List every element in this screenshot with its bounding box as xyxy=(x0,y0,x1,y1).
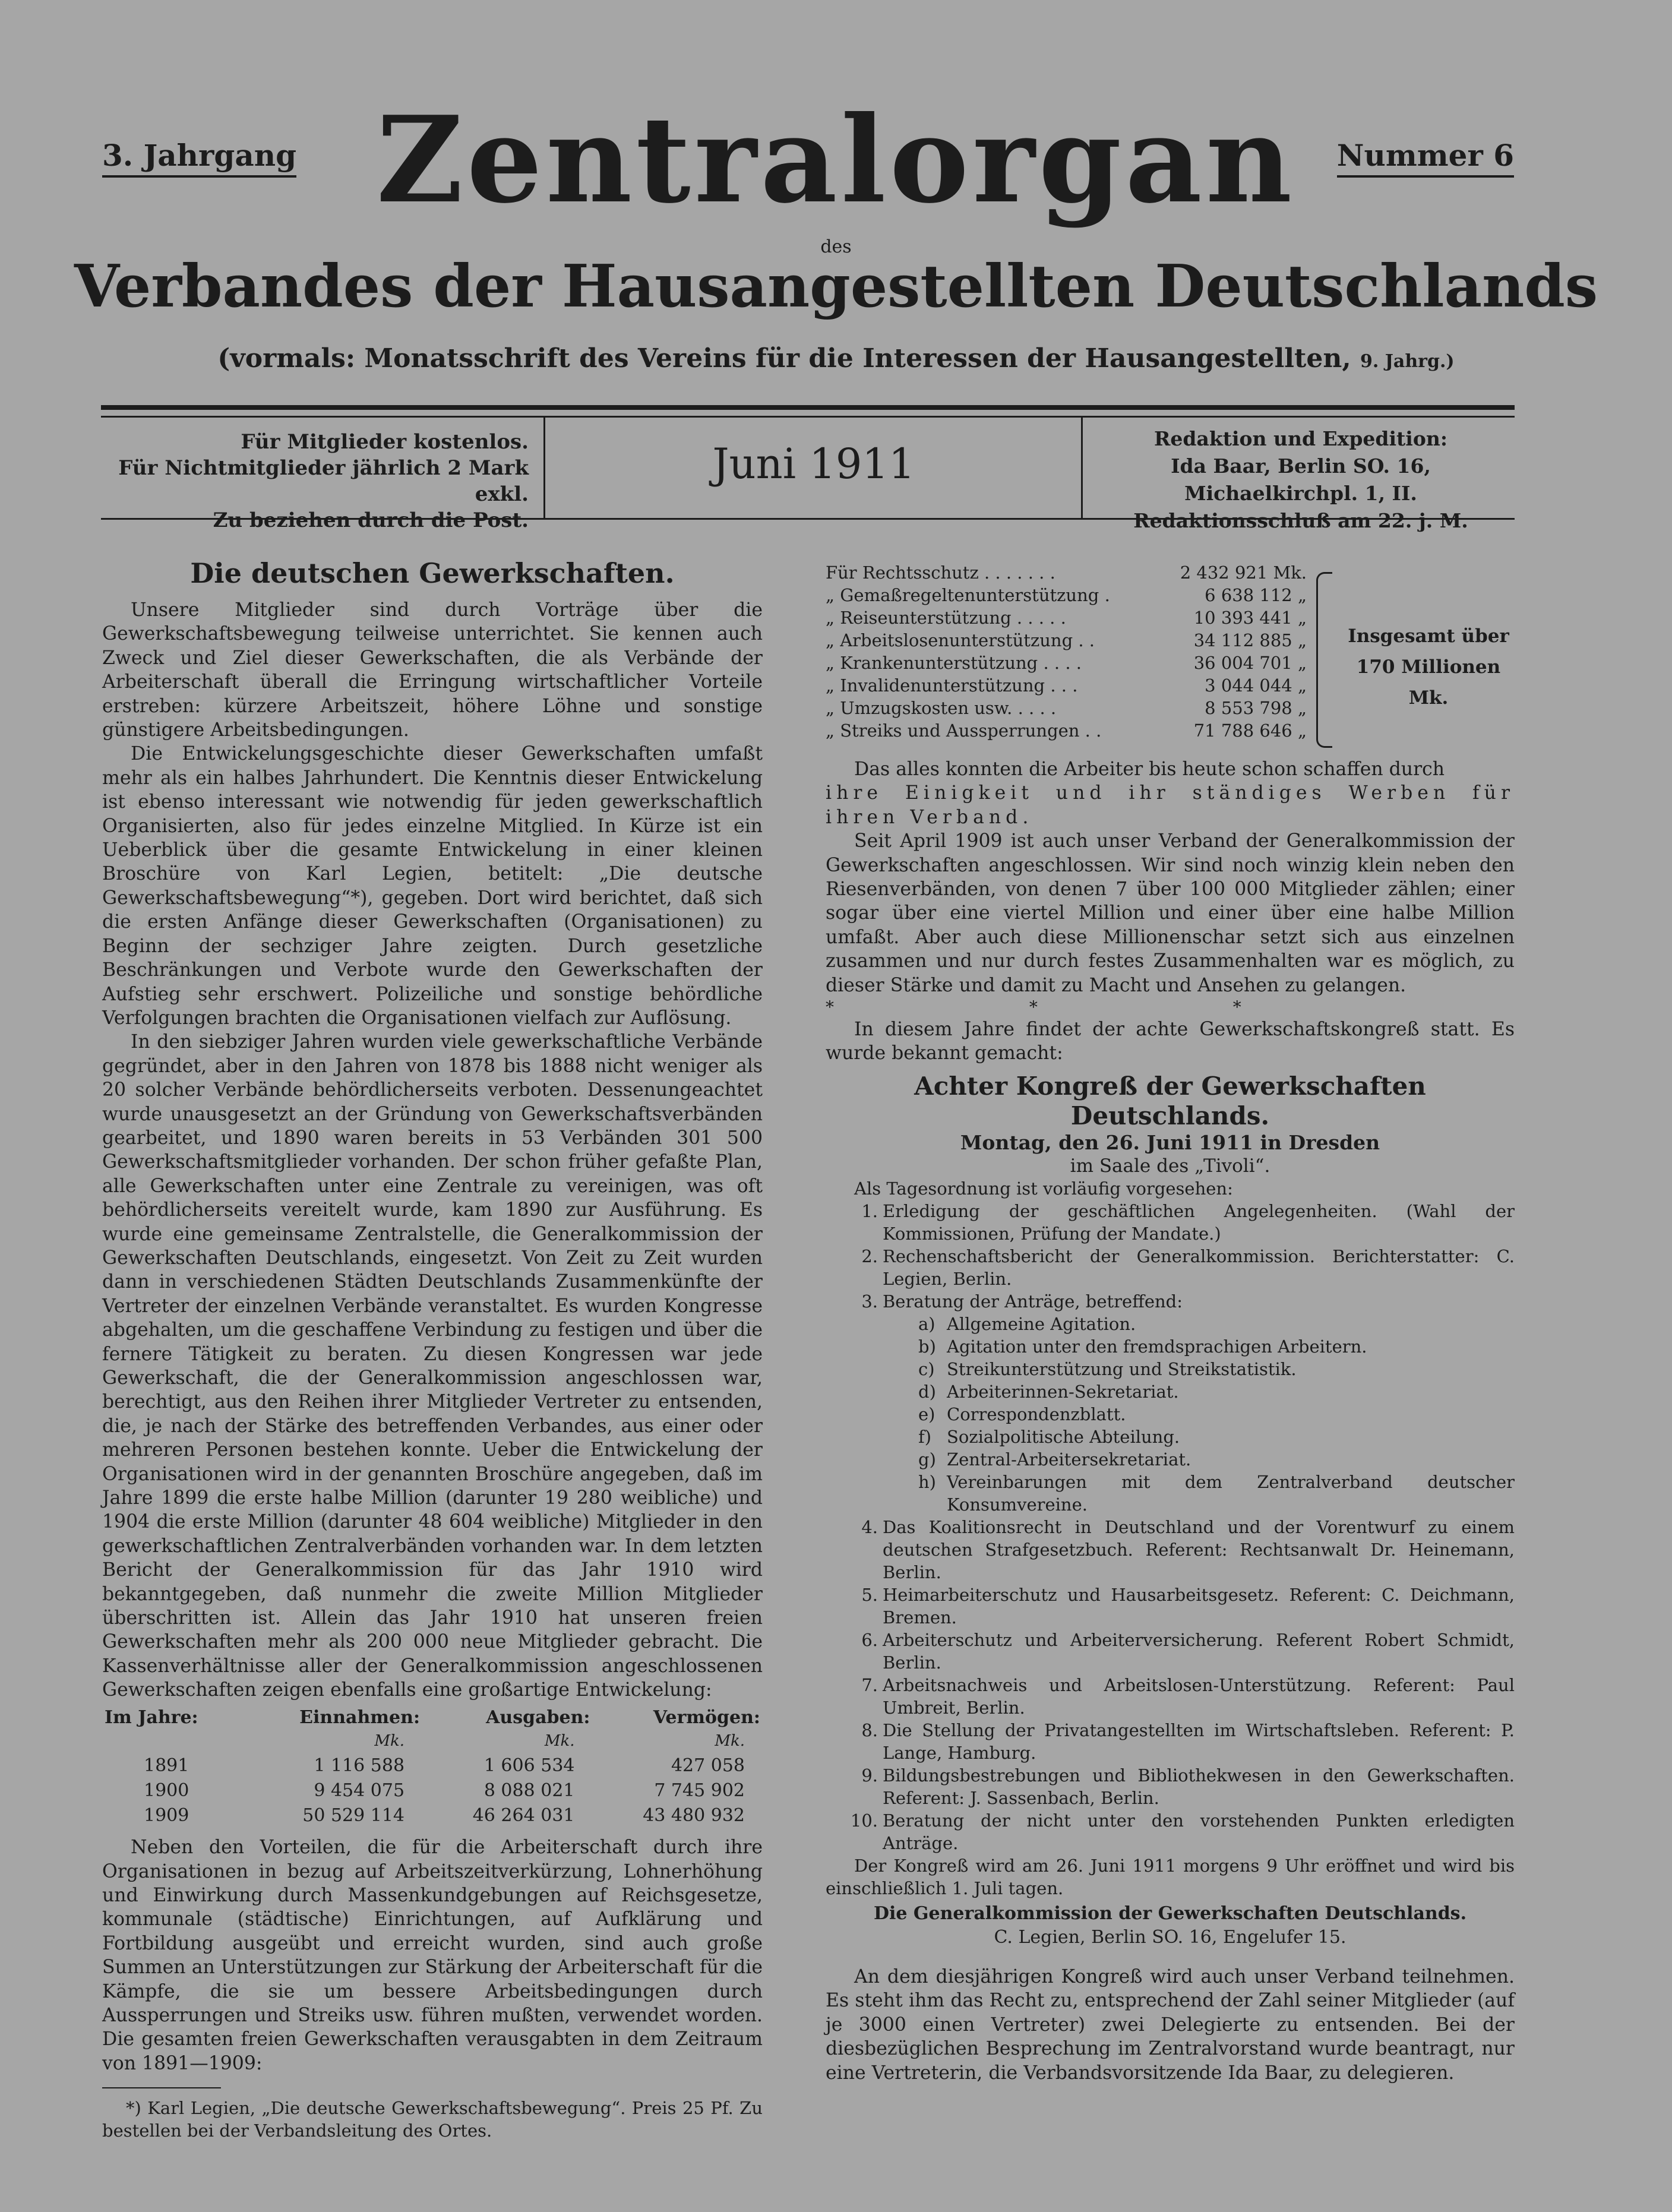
agenda-item xyxy=(826,1674,1515,1719)
agenda-text: Erledigung der geschäftlichen Angelegenheiten. (Wahl der Kommissionen, Prüfung der Mandate.) xyxy=(883,1200,1515,1244)
congress-date: Montag, den 26. Juni 1911 in Dresden xyxy=(960,1130,1380,1154)
table-cell: 1909 xyxy=(144,1805,189,1827)
newspaper-subtitle: Verbandes der Hausangestellten Deutschlands xyxy=(74,252,1598,321)
benefit-label: „ Invalidenunterstützung . . . xyxy=(826,675,1078,696)
agenda-text: Bildungsbestrebungen und Bibliothekwesen in den Gewerkschaften. Referent: J. Sassenbach, Berlin. xyxy=(883,1765,1515,1808)
benefit-value: 6 638 112 „ xyxy=(1205,585,1307,605)
agenda-text: Rechenschaftsbericht der Generalkommission. Berichterstatter: C. Legien, Berlin. xyxy=(883,1246,1515,1289)
agenda-number: 4. xyxy=(861,1516,878,1537)
benefit-value: 8 553 798 „ xyxy=(1205,698,1307,718)
signature-organization: Die Generalkommission der Gewerkschaften Deutschlands. xyxy=(873,1903,1467,1924)
table-cell: 1 116 588 xyxy=(314,1755,405,1777)
agenda-item xyxy=(826,1290,1515,1516)
finance-table-header xyxy=(102,1702,763,1730)
footnote-rule xyxy=(102,2087,221,2088)
agenda-number: 8. xyxy=(861,1720,878,1740)
unit-label: Mk. xyxy=(715,1732,745,1750)
article-paragraph: Neben den Vorteilen, die für die Arbeiterschaft durch ihre Organisationen in bezug auf Arbeitszeitverkürzung, Lohnerhöhung und Einwirkung durch Massenkundgebungen auf Reichsgesetze, kommunale (städtische) Einrichtungen, auf Aufklärung und Fortbildung ausgeübt und erreicht wurden, sind auch große Summen an Unterstützungen zur Stärkung der Arbeiterschaft für die Kämpfe, die sie um bessere Arbeitsbedingungen durch Aussperrungen und Streiks usw. führen mußten, verwendet worden. Die gesamten freien Gewerkschaften verausgabten in dem Zeitraum von 1891—1909: xyxy=(102,1837,763,2074)
curly-brace xyxy=(1316,572,1332,748)
unit-label: Mk. xyxy=(544,1732,575,1750)
agenda-number: 1. xyxy=(861,1200,878,1221)
agenda-item xyxy=(826,1584,1515,1629)
table-cell: 43 480 932 xyxy=(643,1805,745,1827)
benefit-value: 10 393 441 „ xyxy=(1193,608,1307,628)
subitem-letter: e) xyxy=(918,1404,935,1424)
subitem-letter: f) xyxy=(918,1426,932,1447)
benefit-value: 34 112 885 „ xyxy=(1193,630,1307,650)
editorial-line: Redaktion und Expedition: xyxy=(1153,427,1448,450)
article-title: Die deutschen Gewerkschaften. xyxy=(190,557,675,589)
table-cell: 9 454 075 xyxy=(314,1780,405,1802)
title-connector: des xyxy=(820,236,852,257)
agenda-number: 7. xyxy=(861,1674,878,1695)
masthead-rule-thin xyxy=(101,416,1515,418)
subitem-letter: g) xyxy=(918,1449,936,1470)
footnote-text: *) Karl Legien, „Die deutsche Gewerkschaftsbewegung“. Preis 25 Pf. Zu bestellen bei der Verbandsleitung des Ortes. xyxy=(102,2098,763,2141)
table-cell: 7 745 902 xyxy=(654,1780,745,1802)
info-separator-right xyxy=(1081,418,1083,519)
unit-row xyxy=(102,1730,763,1753)
agenda-subitem xyxy=(918,1448,1515,1471)
agenda-item xyxy=(826,1809,1515,1854)
issue-date: Juni 1911 xyxy=(712,440,915,488)
subitem-text: Arbeiterinnen-Sekretariat. xyxy=(947,1381,1179,1402)
benefit-value: 3 044 044 „ xyxy=(1205,675,1307,696)
subitem-letter: a) xyxy=(918,1313,935,1334)
agenda-item xyxy=(826,1516,1515,1584)
former-title-year: 9. Jahrg.) xyxy=(1360,351,1455,372)
agenda-subitem xyxy=(918,1403,1515,1426)
subitem-text: Agitation unter den fremdsprachigen Arbeitern. xyxy=(947,1336,1367,1357)
unit-label: Mk. xyxy=(374,1732,405,1750)
right-paragraph: Seit April 1909 ist auch unser Verband der Generalkommission der Gewerkschaften angeschlossen. Wir sind noch winzig klein neben den Riesenverbänden, von denen 7 über 100 000 Mitglieder zählen; einer sogar über eine viertel Million und einer über eine halbe Million umfaßt. Aber auch diese Millionenschar setzt sich aus einzelnen zusammen und nur durch festes Zusammenhalten war es möglich, zu dieser Stärke und damit zu Macht und Ansehen zu gelangen. xyxy=(826,830,1515,996)
agenda-number: 10. xyxy=(850,1810,878,1831)
agenda-number: 6. xyxy=(861,1629,878,1650)
agenda-text: Heimarbeiterschutz und Hausarbeitsgesetz. Referent: C. Deichmann, Bremen. xyxy=(883,1584,1515,1628)
agenda-subitem xyxy=(918,1426,1515,1448)
agenda-subitem xyxy=(918,1380,1515,1403)
benefit-label: „ Streiks und Aussperrungen . . xyxy=(826,721,1102,741)
column-header: Im Jahre: xyxy=(105,1707,198,1728)
congress-title: Achter Kongreß der Gewerkschaften Deutschlands. xyxy=(914,1071,1426,1130)
benefit-value: 36 004 701 „ xyxy=(1193,653,1307,673)
agenda-text: Arbeiterschutz und Arbeiterversicherung. Referent Robert Schmidt, Berlin. xyxy=(883,1629,1515,1673)
benefit-label: Für Rechtsschutz . . . . . . . xyxy=(826,563,1055,583)
agenda-subitem xyxy=(918,1471,1515,1516)
subitem-text: Streikunterstützung und Streikstatistik. xyxy=(947,1358,1297,1379)
agenda-number: 9. xyxy=(861,1765,878,1786)
agenda-subitem xyxy=(918,1358,1515,1380)
article-paragraph: In den siebziger Jahren wurden viele gewerkschaftliche Verbände gegründet, aber in den Jahren von 1878 bis 1888 nicht weniger als 20 solcher Verbände behördlicherseits verboten. Dessenungeachtet wurde unausgesetzt an der Gründung von Gewerkschaftsverbänden gearbeitet, und 1890 waren bereits in 53 Verbänden 301 500 Gewerkschaftsmitglieder vorhanden. Der schon früher gefaßte Plan, alle Gewerkschaften unter eine Zentrale zu vereinigen, was oft behördlicherseits vereitelt wurde, kam 1890 zur Ausführung. Es wurde eine gemeinsame Zentralstelle, die Generalkommission der Gewerkschaften Deutschlands, eingesetzt. Von Zeit zu Zeit wurden dann in verschiedenen Städten Deutschlands Zusammenkünfte der Vertreter der einzelnen Verbände veranstaltet. Es wurden Kongresse abgehalten, um die geschaffene Verbindung zu festigen und über die fernere Tätigkeit zu beraten. Zu diesen Kongressen war jede Gewerkschaft, die der Generalkommission angeschlossen war, berechtigt, aus den Reihen ihrer Mitglieder Vertreter zu entsenden, die, je nach der Stärke des betreffenden Verbandes, aus einer oder mehreren Personen bestehen konnte. Ueber die Entwickelung der Organisationen wird in der genannten Broschüre angegeben, daß im Jahre 1899 die erste halbe Million (darunter 19 280 weibliche) und 1904 die erste Million (darunter 48 604 weibliche) Mitglieder in den gewerkschaftlichen Zentralverbänden vorhanden war. In dem letzten Bericht der Generalkommission für das Jahr 1910 wird bekanntgegeben, daß nunmehr die zweite Million Mitglieder überschritten ist. Allein das Jahr 1910 hat unseren freien Gewerkschaften mehr als 200 000 neue Mitglieder gebracht. Die Kassenverhältnisse aller der Generalkommission angeschlossenen Gewerkschaften zeigen ebenfalls eine großartige Entwickelung: xyxy=(102,1031,763,1701)
agenda-text: Arbeitsnachweis und Arbeitslosen-Unterstützung. Referent: Paul Umbreit, Berlin. xyxy=(883,1674,1515,1718)
subscription-info xyxy=(101,429,529,533)
benefit-value: 2 432 921 Mk. xyxy=(1180,563,1307,583)
right-paragraph: Das alles konnten die Arbeiter bis heute schon schaffen durch xyxy=(854,759,1445,780)
editorial-line: Redaktionsschluß am 22. j. M. xyxy=(1133,509,1468,532)
table-cell: 1 606 534 xyxy=(483,1755,575,1777)
editorial-line: Ida Baar, Berlin SO. 16, Michaelkirchpl. 1, II. xyxy=(1171,454,1431,505)
subitem-letter: b) xyxy=(918,1336,936,1357)
agenda-text: Die Stellung der Privatangestellten im Wirtschaftsleben. Referent: P. Lange, Hamburg. xyxy=(883,1720,1515,1763)
benefits-list xyxy=(826,561,1515,757)
table-cell: 50 529 114 xyxy=(302,1805,405,1827)
table-cell: 1900 xyxy=(144,1780,189,1802)
editorial-info xyxy=(1087,425,1515,535)
right-column xyxy=(826,561,1515,2085)
subitem-text: Zentral-Arbeitersekretariat. xyxy=(947,1449,1191,1470)
footnote xyxy=(102,2097,763,2142)
benefit-label: „ Umzugskosten usw. . . . . xyxy=(826,698,1057,718)
right-paragraph: In diesem Jahre findet der achte Gewerkschaftskongreß statt. Es wurde bekannt gemacht: xyxy=(826,1019,1515,1064)
agenda-item xyxy=(826,1200,1515,1245)
agenda-item xyxy=(826,1629,1515,1674)
benefit-label: „ Reiseunterstützung . . . . . xyxy=(826,608,1066,628)
volume-label: 3. Jahrgang xyxy=(102,138,296,178)
former-title-text: (vormals: Monatsschrift des Vereins für die Interessen der Hausangestellten, xyxy=(217,343,1351,374)
subitem-text: Vereinbarungen mit dem Zentralverband deutscher Konsumvereine. xyxy=(947,1471,1515,1515)
subitem-letter: h) xyxy=(918,1471,936,1492)
benefits-total xyxy=(1342,621,1515,713)
agenda-intro: Als Tagesordnung ist vorläufig vorgesehen: xyxy=(854,1178,1233,1199)
masthead-rule-thick xyxy=(101,405,1515,410)
agenda-number: 5. xyxy=(861,1584,878,1605)
subitem-text: Correspondenzblatt. xyxy=(947,1404,1126,1424)
signature-address: C. Legien, Berlin SO. 16, Engelufer 15. xyxy=(994,1926,1347,1948)
subitem-text: Sozialpolitische Abteilung. xyxy=(947,1426,1180,1447)
congress-closing: Der Kongreß wird am 26. Juni 1911 morgens 9 Uhr eröffnet und wird bis einschließlich 1. Juli tagen. xyxy=(826,1855,1515,1898)
agenda-text: Das Koalitionsrecht in Deutschland und der Vorentwurf zu einem deutschen Strafgesetzbuch. Referent: Rechtsanwalt Dr. Heinemann, Berlin. xyxy=(883,1516,1515,1582)
subscription-line: Zu beziehen durch die Post. xyxy=(213,508,529,532)
agenda-list xyxy=(826,1200,1515,1854)
right-paragraph-spaced: ihre Einigkeit und ihr ständiges Werben für ihren Verband. xyxy=(826,782,1515,828)
agenda-item xyxy=(826,1245,1515,1290)
table-cell: 8 088 021 xyxy=(483,1780,575,1802)
agenda-subitem xyxy=(918,1313,1515,1335)
table-row xyxy=(102,1778,763,1803)
issue-number: Nummer 6 xyxy=(1337,138,1514,178)
agenda-item xyxy=(826,1764,1515,1809)
column-header: Ausgaben: xyxy=(486,1707,590,1728)
benefit-label: „ Gemaßregeltenunterstützung . xyxy=(826,585,1110,605)
column-header: Vermögen: xyxy=(653,1707,760,1728)
agenda-text: Beratung der nicht unter den vorstehenden Punkten erledigten Anträge. xyxy=(883,1810,1515,1853)
right-paragraph: An dem diesjährigen Kongreß wird auch unser Verband teilnehmen. Es steht ihm das Recht zu, entsprechend der Zahl seiner Mitglieder (auf je 3000 einen Vertreter) zwei Delegierte zu entsenden. Bei der diesbezüglichen Besprechung im Zentralvorstand wurde beantragt, nur eine Vertreterin, die Verbandsvorsitzende Ida Baar, zu delegieren. xyxy=(826,1965,1515,2084)
finance-table xyxy=(102,1702,763,1828)
agenda-subitem xyxy=(918,1335,1515,1358)
agenda-number: 3. xyxy=(861,1291,878,1312)
former-title-line xyxy=(0,343,1672,374)
total-line: 170 Millionen Mk. xyxy=(1356,656,1501,709)
congress-place: im Saale des „Tivoli“. xyxy=(1070,1155,1270,1177)
table-row xyxy=(102,1803,763,1828)
table-cell: 1891 xyxy=(144,1755,189,1777)
subitem-letter: d) xyxy=(918,1381,936,1402)
benefit-label: „ Arbeitslosenunterstützung . . xyxy=(826,630,1095,650)
benefit-value: 71 788 646 „ xyxy=(1193,721,1307,741)
benefit-label: „ Krankenunterstützung . . . . xyxy=(826,653,1082,673)
column-header: Einnahmen: xyxy=(299,1707,421,1728)
left-column xyxy=(102,555,763,2142)
newspaper-title: Zentralorgan xyxy=(376,90,1296,230)
article-paragraph: Die Entwickelungsgeschichte dieser Gewerkschaften umfaßt mehr als ein halbes Jahrhundert. Die Kenntnis dieser Entwickelung ist ebenso interessant wie notwendig für jeden gewerkschaftlich Organisierten, also für jedes einzelne Mitglied. In Kürze ist ein Ueberblick über die gesamte Entwickelung in einer kleinen Broschüre von Karl Legien, betitelt: „Die deutsche Gewerkschaftsbewegung“*), gegeben. Dort wird berichtet, daß sich die ersten Anfänge dieser Gewerkschaften (Organisationen) zu Beginn der sechziger Jahre zeigten. Durch gesetzliche Beschränkungen und Verbote wurde den Gewerkschaften der Aufstieg sehr erschwert. Polizeiliche und sonstige behördliche Verfolgungen brachten die Organisationen vielfach zur Auflösung. xyxy=(102,743,763,1029)
subitem-text: Allgemeine Agitation. xyxy=(947,1313,1136,1334)
table-cell: 46 264 031 xyxy=(472,1805,575,1827)
info-separator-left xyxy=(543,418,545,519)
table-row xyxy=(102,1753,763,1778)
agenda-text: Beratung der Anträge, betreffend: xyxy=(883,1291,1183,1312)
agenda-item xyxy=(826,1719,1515,1764)
total-line: Insgesamt über xyxy=(1348,625,1509,647)
subscription-line: Für Nichtmitglieder jährlich 2 Mark exkl. xyxy=(118,456,529,506)
table-cell: 427 058 xyxy=(671,1755,745,1777)
agenda-sublist xyxy=(918,1313,1515,1516)
agenda-number: 2. xyxy=(861,1246,878,1266)
subscription-line: Für Mitglieder kostenlos. xyxy=(241,430,529,454)
section-stars: * * * xyxy=(826,997,1336,1017)
article-paragraph: Unsere Mitglieder sind durch Vorträge über die Gewerkschaftsbewegung teilweise unterrichtet. Sie kennen auch Zweck und Ziel dieser Gewerkschaften, die als Verbände der Arbeiterschaft überall die Erringung wirtschaftlicher Vorteile erstreben: kürzere Arbeitszeit, höhere Löhne und sonstige günstigere Arbeitsbedingungen. xyxy=(102,599,763,741)
subitem-letter: c) xyxy=(918,1358,935,1379)
